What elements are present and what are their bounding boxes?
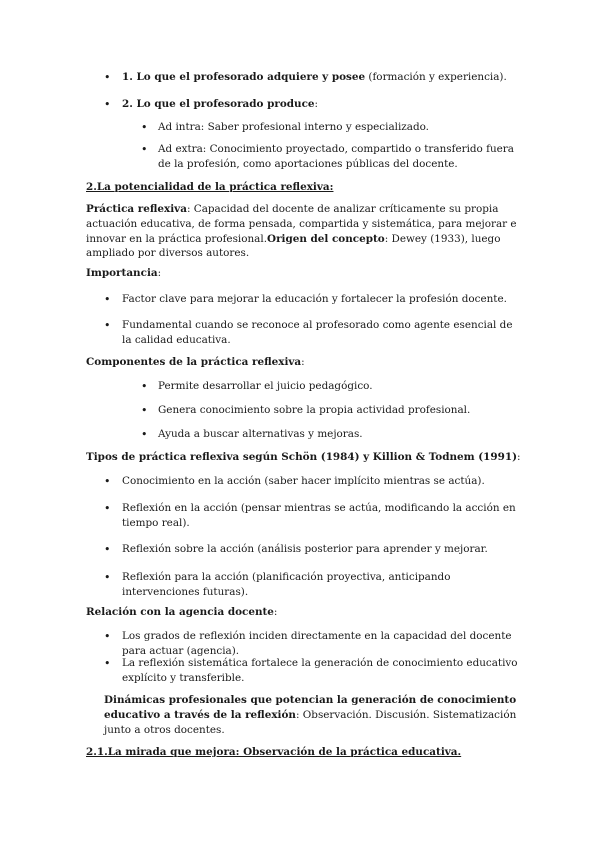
bullet-icon: • (141, 121, 148, 134)
bullet-icon: • (104, 71, 111, 84)
colon: : (157, 267, 162, 279)
sub-list-item (141, 379, 521, 394)
importancia-heading (86, 266, 161, 281)
bullet-icon: • (141, 380, 148, 393)
list-item (104, 656, 524, 686)
list-item (104, 542, 524, 557)
dinamicas-bold: Dinámicas profesionales que potencian la generación de conocimiento educativo a través de la reflexión (104, 694, 517, 721)
relacion-label: Relación con la agencia docente (86, 606, 274, 618)
colon: : (301, 356, 305, 368)
list-item-text: Reflexión en la acción (pensar mientras se actúa, modificando la acción en tiempo real). (122, 502, 516, 529)
colon: : (273, 606, 278, 618)
list-item-text: Los grados de reflexión inciden directamente en la capacidad del docente para actuar (agencia). (122, 630, 512, 657)
bullet-icon: • (104, 293, 111, 306)
dinamicas-paragraph (104, 693, 524, 737)
list-item (104, 570, 524, 600)
sub-list-item (141, 427, 521, 442)
componentes-label: Componentes de la práctica reflexiva (86, 356, 302, 368)
definition-text: : Capacidad del docente de analizar críticamente su propia actuación educativa, de forma pensada, compartida y sistemática, para mejorar e innovar en la práctica profesional. (86, 203, 517, 245)
bullet-icon: • (104, 657, 111, 670)
list-item (104, 70, 534, 85)
section-heading: 2.La potencialidad de la práctica reflexiva: (86, 181, 334, 193)
sub-list-item (141, 120, 521, 135)
list-item-text: La reflexión sistemática fortalece la generación de conocimiento educativo explícito y transferible. (122, 657, 518, 684)
list-item-text: Reflexión sobre la acción (análisis posterior para aprender y mejorar. (122, 543, 488, 555)
bullet-icon: • (104, 543, 111, 556)
bullet-icon: • (141, 428, 148, 441)
bullet-icon: • (104, 319, 111, 332)
sub-list-text: Ad extra: Conocimiento proyectado, compartido o transferido fuera de la profesión, como aportaciones públicas del docente. (158, 143, 514, 170)
componentes-heading (86, 355, 305, 370)
dinamicas-text: : Observación. Discusión. Sistematización junto a otros docentes. (104, 708, 517, 736)
list-item (104, 474, 524, 489)
list-item-text: Ayuda a buscar alternativas y mejoras. (158, 428, 363, 440)
definition-paragraph (86, 202, 526, 261)
sub-list-text: Ad intra: Saber profesional interno y especializado. (158, 121, 429, 133)
list-item (104, 97, 534, 112)
bullet-icon: • (141, 404, 148, 417)
subsection-heading: 2.1.La mirada que mejora: Observación de la práctica educativa. (86, 746, 462, 758)
list-item-bold: 2. Lo que el profesorado produce (122, 98, 315, 110)
origin-text: : Dewey (1933), luego ampliado por diversos autores. (86, 232, 501, 260)
list-item-bold: 1. Lo que el profesorado adquiere y posee (122, 71, 366, 83)
list-item-text: Factor clave para mejorar la educación y fortalecer la profesión docente. (122, 293, 507, 305)
list-item (104, 318, 524, 348)
bullet-icon: • (104, 571, 111, 584)
list-item (104, 501, 524, 531)
list-item-text: Genera conocimiento sobre la propia actividad profesional. (158, 404, 471, 416)
bullet-icon: • (104, 502, 111, 515)
bullet-icon: • (104, 98, 111, 111)
list-item-text: Reflexión para la acción (planificación proyectiva, anticipando intervenciones futuras). (122, 571, 451, 598)
tipos-label: Tipos de práctica reflexiva según Schön (1984) y Killion & Todnem (1991) (86, 451, 517, 463)
bullet-icon: • (141, 143, 148, 156)
relacion-heading (86, 605, 277, 620)
sub-list-item (141, 142, 521, 172)
list-item-text: (formación y experiencia). (365, 71, 507, 83)
definition-term: Práctica reflexiva (86, 203, 187, 215)
list-item-text: Fundamental cuando se reconoce al profesorado como agente esencial de la calidad educativa. (122, 319, 513, 346)
sub-list-item (141, 403, 521, 418)
list-item-text: Permite desarrollar el juicio pedagógico. (158, 380, 373, 392)
list-item (104, 629, 524, 659)
colon: : (517, 451, 521, 463)
list-item (104, 292, 524, 307)
list-item-text: : (314, 98, 319, 110)
tipos-heading (86, 450, 521, 465)
bullet-icon: • (104, 630, 111, 643)
bullet-icon: • (104, 475, 111, 488)
importancia-label: Importancia (86, 267, 158, 279)
origin-label: Origen del concepto (267, 232, 385, 245)
list-item-text: Conocimiento en la acción (saber hacer implícito mientras se actúa). (122, 475, 485, 487)
